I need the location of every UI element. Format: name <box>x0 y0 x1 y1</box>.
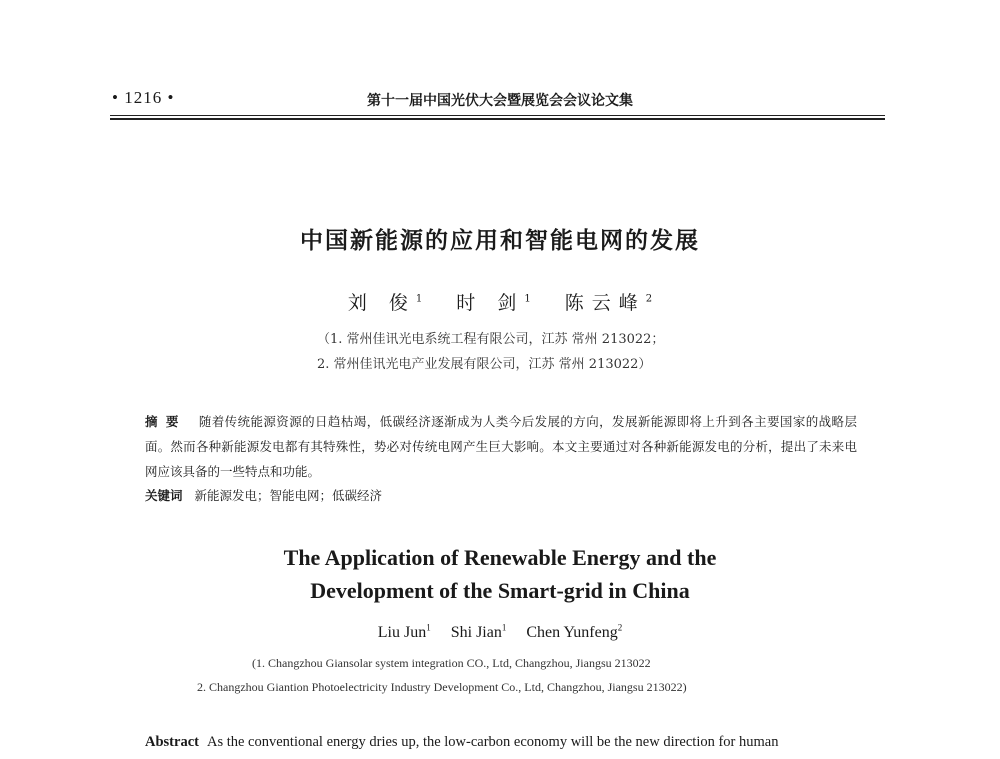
abstract-en-label: Abstract <box>145 734 199 750</box>
paper-title-en <box>0 541 1000 607</box>
keywords-cn-label: 关键词 <box>145 488 183 503</box>
keywords-cn-text: 新能源发电；智能电网；低碳经济 <box>194 488 383 503</box>
author-cn-2: 时 剑$^1$ <box>456 292 531 314</box>
abstract-cn-text: 随着传统能源资源的日趋枯竭，低碳经济逐渐成为人类今后发展的方向，发展新能源即将上升到各主要国家的战略层面。然而各种新能源发电都有其特殊性，势必对传统电网产生巨大影响。本文主要通过对各种新能源发电的分析，提出了未来电网应该具备的一些特点和功能。 <box>145 414 857 479</box>
author-en-3: Chen Yunfeng$^2$ <box>526 623 623 642</box>
author-en-1: Liu Jun$^1$ <box>377 623 431 642</box>
abstract-cn-label: 摘要 <box>145 414 187 429</box>
author-cn-1: 刘 俊$^1$ <box>347 292 423 314</box>
affiliation-cn-1: （1. 常州佳讯光电系统工程有限公司，江苏 常州 213022； <box>317 332 665 347</box>
page-number: • 1216 • <box>112 88 175 107</box>
affiliation-en-1: (1. Changzhou Giansolar system integration CO., Ltd, Changzhou, Jiangsu 213022 <box>252 656 651 670</box>
abstract-en <box>145 730 857 754</box>
authors-cn <box>0 288 1000 315</box>
affiliation-en-2: 2. Changzhou Giantion Photoelectricity Industry Development Co., Ltd, Changzhou, Jiangsu 213022) <box>197 680 687 694</box>
abstract-en-text: As the conventional energy dries up, the low-carbon economy will be the new direction for human <box>206 734 779 750</box>
abstract-cn <box>145 409 857 484</box>
running-header-title: 第十一届中国光伏大会暨展览会会议论文集 <box>367 93 633 109</box>
paper-title-cn: 中国新能源的应用和智能电网的发展 <box>300 228 700 254</box>
authors-en <box>0 623 1000 642</box>
paper-title-en-line1: The Application of Renewable Energy and the <box>283 545 717 570</box>
keywords-cn <box>145 486 382 504</box>
paper-title-en-line2: Development of the Smart-grid in China <box>310 578 690 603</box>
header-rule-thin <box>110 115 885 116</box>
author-en-2: Shi Jian$^1$ <box>450 623 507 642</box>
affiliation-cn-2: 2. 常州佳讯光电产业发展有限公司，江苏 常州 213022） <box>317 357 652 372</box>
header-rule-thick <box>110 118 885 120</box>
author-cn-3: 陈云峰$^2$ <box>564 292 653 314</box>
